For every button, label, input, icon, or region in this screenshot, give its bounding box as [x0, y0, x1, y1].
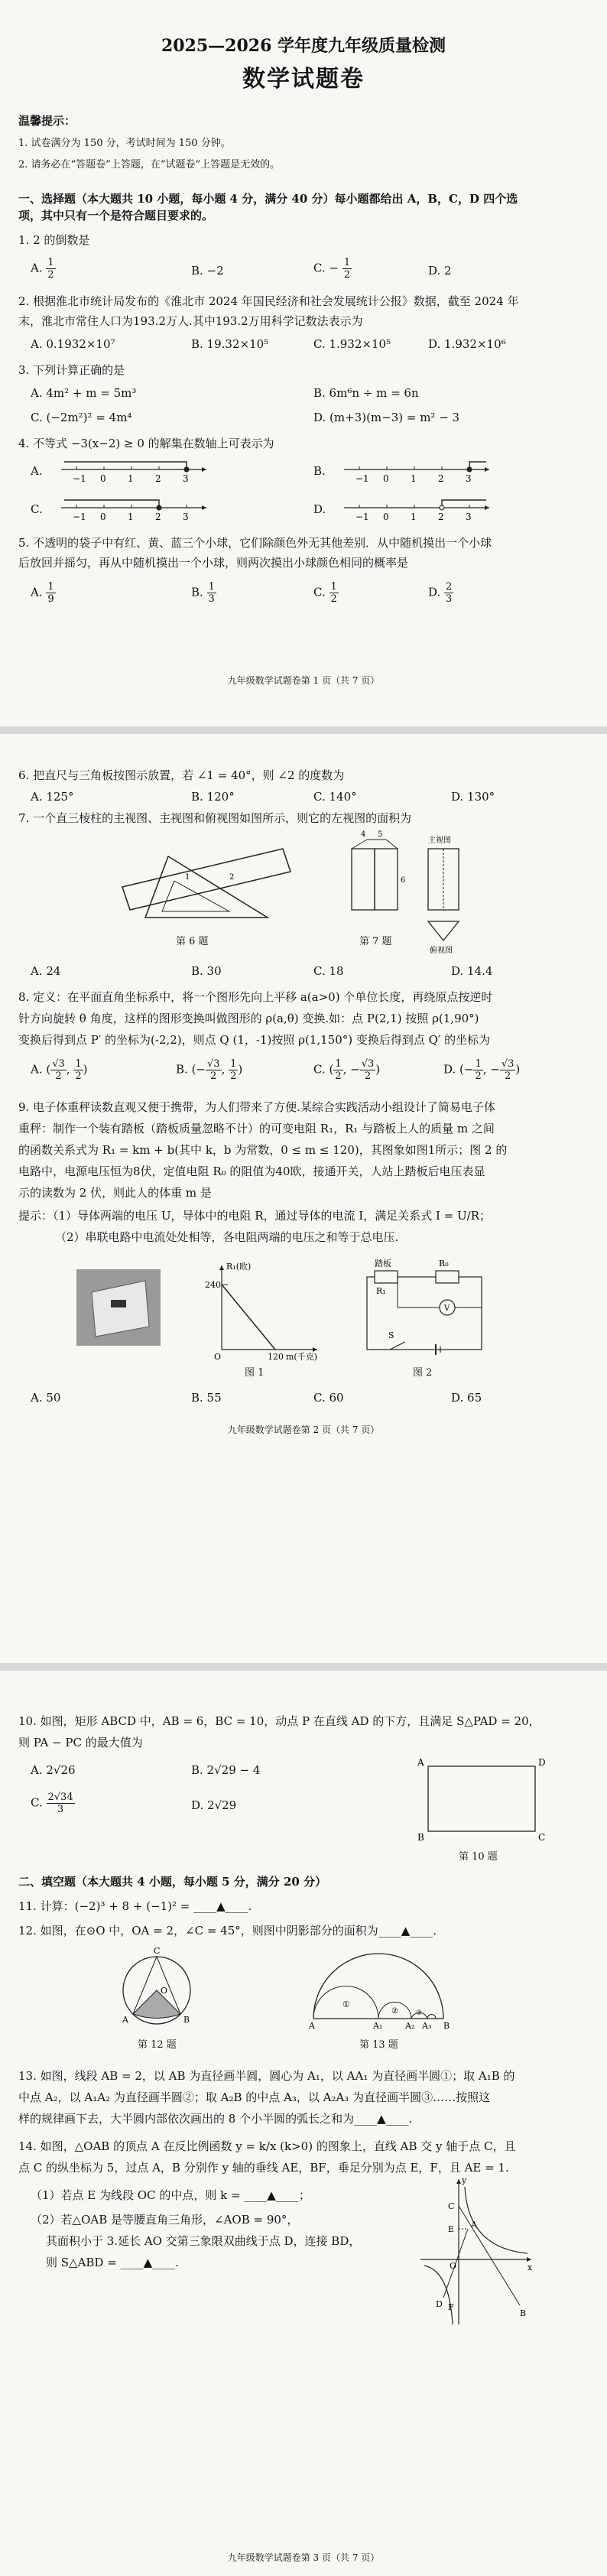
q6-stem: 6. 把直尺与三角板按图示放置，若 ∠1 = 40°，则 ∠2 的度数为 — [18, 768, 345, 782]
svg-text:C: C — [448, 2201, 455, 2211]
q8-stem-2: 针方向旋转 θ 角度，这样的图形变换叫做图形的 ρ(a,θ) 变换.如：点 P(2,1) 按照 ρ(1,90°) — [18, 1012, 479, 1025]
q9-option-b[interactable]: B. 55 — [191, 1391, 222, 1405]
q5-option-a[interactable]: A. $\frac{1}{9}$ — [31, 581, 54, 605]
q2-option-a[interactable]: A. 0.1932×10⁷ — [31, 337, 115, 351]
q6-option-a[interactable]: A. 125° — [31, 790, 74, 804]
section1-heading: 一、选择题（本大题共 10 小题，每小题 4 分，满分 40 分）每小题都给出 A，B，C，D 四个选 — [18, 192, 518, 206]
svg-text:F: F — [448, 2302, 454, 2312]
section1-heading-2: 项，其中只有一个是符合题目要求的。 — [18, 209, 214, 223]
q8-option-d[interactable]: D. (− $\frac{1}{2}$ , − $\frac{√3}{2}$ ) — [443, 1058, 521, 1082]
q9-scale-photo — [76, 1269, 161, 1346]
svg-text:C: C — [154, 1946, 161, 1956]
svg-text:m(千克): m(千克) — [286, 1352, 318, 1362]
svg-text:B: B — [183, 2015, 190, 2025]
q1-stem: 1. 2 的倒数是 — [18, 233, 90, 247]
number-line-tick-label: −1 — [73, 512, 86, 522]
q10-stem-1: 10. 如图，矩形 ABCD 中，AB = 6，BC = 10，动点 P 在直线 AD 的下方，且满足 S△PAD = 20， — [18, 1714, 540, 1728]
exam-title: 数学试题卷 — [242, 66, 365, 93]
q14-part-2: （2）若△OAB 是等腰直角三角形，∠AOB = 90°， — [31, 2213, 299, 2227]
q7-option-a[interactable]: A. 24 — [31, 964, 61, 978]
svg-text:5: 5 — [378, 830, 383, 839]
number-line-tick-label: 1 — [128, 512, 134, 522]
svg-text:1: 1 — [185, 873, 190, 882]
number-line-tick-label: 0 — [383, 473, 389, 484]
q9-figure1-graph — [206, 1262, 321, 1361]
q4-option-a[interactable]: A. — [31, 464, 43, 478]
q8-stem-1: 8. 定义：在平面直角坐标系中，将一个图形先向上平移 a(a>0) 个单位长度，再绕原点按逆时 — [18, 990, 493, 1004]
number-line-tick-label: 2 — [155, 512, 161, 522]
q13-semicircle-figure — [306, 1954, 459, 2030]
svg-text:O: O — [450, 2261, 457, 2271]
q14-part-1: （1）若点 E 为线段 OC 的中点，则 k = ____▲____； — [31, 2188, 310, 2202]
svg-text:B: B — [443, 2021, 450, 2031]
svg-text:V: V — [444, 1304, 450, 1313]
q9-hint-2: （2）串联电路中电流处处相等，各电阻两端的电压之和等于总电压. — [55, 1230, 399, 1244]
q14-hyperbola-figure — [413, 2175, 535, 2328]
q13-caption: 第 13 题 — [359, 2039, 398, 2051]
number-line-tick-label: 2 — [438, 473, 444, 484]
number-line-tick-label: 3 — [466, 512, 472, 522]
svg-text:A₂: A₂ — [405, 2021, 415, 2031]
svg-text:A₃: A₃ — [422, 2021, 432, 2031]
q13-stem-3: 样的规律画下去，大半圆内部依次画出的 8 个小半圆的弧长之和为____▲____. — [18, 2112, 413, 2126]
number-line-tick-label: 1 — [411, 512, 417, 522]
q13-stem-2: 中点 A₂，以 A₁A₂ 为直径画半圆②；取 A₂B 的中点 A₃，以 A₂A₃ 为直径画半圆③……按照这 — [18, 2090, 491, 2104]
q1-option-d[interactable]: D. 2 — [428, 264, 452, 278]
q2-stem-2: 末，淮北市常住人口为193.2万人.其中193.2万用科学记数法表示为 — [18, 314, 363, 328]
q12-stem: 12. 如图，在⊙O 中，OA = 2，∠C = 45°，则图中阴影部分的面积为____▲____. — [18, 1924, 437, 1938]
q14-part-4: 则 S△ABD = ____▲____. — [46, 2256, 179, 2269]
q7-caption: 第 7 题 — [359, 936, 392, 947]
q9-option-c[interactable]: C. 60 — [313, 1391, 344, 1405]
q9-stem-2: 重秤：制作一个装有踏板（踏板质量忽略不计）的可变电阻 R₁，R₁ 与踏板上人的质量 m 之间 — [18, 1122, 495, 1135]
q9-stem-3: 的函数关系式为 R₁ = km + b(其中 k，b 为常数，0 ≤ m ≤ 120)，其图象如图1所示；图 2 的 — [18, 1143, 508, 1157]
q6-figure-ruler-triangle — [115, 833, 298, 925]
tip-2: 2. 请务必在“答题卷”上答题，在“试题卷”上答题是无效的。 — [18, 159, 281, 171]
q8-option-a[interactable]: A. ( $\frac{√3}{2}$ , $\frac{1}{2}$ ) — [31, 1058, 88, 1082]
q7-stem: 7. 一个直三棱柱的主视图、主视图和俯视图如图所示，则它的左视图的面积为 — [18, 811, 412, 825]
q12-caption: 第 12 题 — [138, 2039, 177, 2051]
number-line-tick-label: −1 — [355, 512, 369, 522]
svg-text:R₁: R₁ — [376, 1286, 386, 1296]
svg-text:A: A — [122, 2015, 128, 2025]
number-line-tick-label: 0 — [100, 512, 106, 522]
q6-option-c[interactable]: C. 140° — [313, 790, 357, 804]
svg-text:4: 4 — [361, 830, 366, 839]
tips-heading: 温馨提示： — [18, 114, 76, 128]
number-line-tick-label: 3 — [183, 512, 189, 522]
number-line-tick-label: 3 — [466, 473, 472, 484]
svg-text:B: B — [520, 2308, 527, 2318]
q8-option-c[interactable]: C. ( $\frac{1}{2}$ , − $\frac{√3}{2}$ ) — [313, 1058, 381, 1082]
svg-text:O: O — [214, 1352, 222, 1362]
svg-text:y: y — [462, 2175, 467, 2185]
q2-stem-1: 2. 根据淮北市统计局发布的《淮北市 2024 年国民经济和社会发展统计公报》数据，截至 2024 年 — [18, 294, 519, 308]
number-line-tick-label: 0 — [383, 512, 389, 522]
q11-stem: 11. 计算：(−2)³ + 8 + (−1)² = ____▲____. — [18, 1899, 252, 1913]
q1-option-a[interactable]: A. $\frac{1}{2}$ — [31, 257, 54, 281]
svg-text:A: A — [417, 1757, 424, 1768]
number-line-tick-label: 0 — [100, 473, 106, 484]
q10-option-d[interactable]: D. 2√29 — [191, 1798, 237, 1812]
number-line-tick-label: 3 — [183, 473, 189, 484]
q8-stem-3: 变换后得到点 P′ 的坐标为(-2,2)，则点 Q (1，-1)按照 ρ(1,150°) 变换后得到点 Q′ 的坐标为 — [18, 1033, 491, 1047]
svg-text:2: 2 — [229, 873, 235, 882]
number-line-tick-label: 2 — [155, 473, 161, 484]
number-line-c — [54, 495, 214, 526]
svg-text:O: O — [161, 1986, 168, 1996]
svg-text:A: A — [309, 2021, 315, 2031]
page-footer-1: 九年级数学试题卷第 1 页（共 7 页） — [227, 675, 380, 686]
q14-part-3: 其面积小于 3.延长 AO 交第三象限双曲线于点 D，连接 BD， — [46, 2234, 361, 2248]
q1-option-b[interactable]: B. −2 — [191, 264, 224, 278]
q3-stem: 3. 下列计算正确的是 — [18, 363, 125, 377]
tip-1: 1. 试卷满分为 150 分，考试时间为 150 分钟。 — [18, 138, 231, 149]
q7-option-b[interactable]: B. 30 — [191, 964, 222, 978]
number-line-b — [336, 457, 497, 488]
q6-option-b[interactable]: B. 120° — [191, 790, 235, 804]
q10-stem-2: 则 PA − PC 的最大值为 — [18, 1736, 143, 1749]
svg-text:踏板: 踏板 — [375, 1259, 391, 1269]
svg-text:D: D — [538, 1757, 546, 1768]
svg-text:A: A — [471, 2220, 477, 2230]
svg-text:①: ① — [342, 1999, 350, 2009]
svg-text:A₁: A₁ — [373, 2021, 383, 2031]
q9-figure2-circuit — [359, 1259, 489, 1361]
q14-stem-2: 点 C 的纵坐标为 5，过点 A，B 分别作 y 轴的垂线 AE，BF，垂足分别为点 E，F，且 AE = 1. — [18, 2161, 509, 2175]
page-footer-3: 九年级数学试题卷第 3 页（共 7 页） — [227, 2552, 380, 2563]
q9-stem-1: 9. 电子体重秤读数直观又便于携带，为人们带来了方便.某综合实践活动小组设计了简易电子体 — [18, 1100, 495, 1114]
number-line-tick-label: 2 — [438, 512, 444, 522]
q9-hint-1: 提示：（1）导体两端的电压 U，导体中的电阻 R，通过导体的电流 I，满足关系式 I = U/R； — [18, 1209, 491, 1223]
svg-text:俯视图: 俯视图 — [430, 947, 453, 955]
svg-text:120: 120 — [268, 1352, 284, 1362]
q10-option-b[interactable]: B. 2√29 − 4 — [191, 1763, 261, 1777]
svg-text:③: ③ — [416, 2009, 423, 2017]
q4-stem: 4. 不等式 −3(x−2) ≥ 0 的解集在数轴上可表示为 — [18, 437, 274, 450]
q9-stem-4: 电路中，电源电压恒为8伏，定值电阻 R₀ 的阻值为40欧，接通开关，人站上踏板后电压表显 — [18, 1165, 485, 1178]
q2-option-b[interactable]: B. 19.32×10⁵ — [191, 337, 269, 351]
q14-stem-1: 14. 如图，△OAB 的顶点 A 在反比例函数 y = k/x (k>0) 的图象上，直线 AB 交 y 轴于点 C，且 — [18, 2139, 516, 2153]
svg-text:D: D — [436, 2299, 443, 2309]
q3-option-b[interactable]: B. 6m⁶n ÷ m = 6n — [313, 386, 419, 400]
number-line-tick-label: −1 — [73, 473, 86, 484]
q1-option-c[interactable]: C. − $\frac{1}{2}$ — [313, 257, 351, 281]
q10-caption: 第 10 题 — [459, 1851, 498, 1863]
exam-page-1 — [0, 0, 607, 726]
number-line-tick-label: −1 — [355, 473, 369, 484]
q13-stem-1: 13. 如图，线段 AB = 2，以 AB 为直径画半圆，圆心为 A₁，以 AA₁ 为直径画半圆①；取 A₁B 的 — [18, 2069, 515, 2083]
q9-stem-5: 示的读数为 2 伏，则此人的体重 m 是 — [18, 1186, 212, 1200]
q9-fig2-caption: 图 2 — [413, 1367, 433, 1379]
q4-option-b[interactable]: B. — [313, 464, 326, 478]
number-line-tick-label: 1 — [411, 473, 417, 484]
section2-heading: 二、填空题（本大题共 4 小题，每小题 5 分，满分 20 分） — [18, 1875, 327, 1889]
q6-option-d[interactable]: D. 130° — [451, 790, 495, 804]
svg-text:R₁(欧): R₁(欧) — [226, 1262, 252, 1272]
exam-year-title: 2025—2026 学年度九年级质量检测 — [161, 36, 446, 56]
svg-text:240: 240 — [205, 1280, 221, 1290]
q5-option-c[interactable]: C. $\frac{1}{2}$ — [313, 581, 337, 605]
svg-text:6: 6 — [401, 876, 406, 885]
number-line-tick-label: 1 — [128, 473, 134, 484]
q7-option-c[interactable]: C. 18 — [313, 964, 344, 978]
q3-option-c[interactable]: C. (−2m²)² = 4m⁴ — [31, 411, 132, 424]
page-footer-2: 九年级数学试题卷第 2 页（共 7 页） — [227, 1424, 380, 1435]
q8-option-b[interactable]: B. (− $\frac{√3}{2}$ , $\frac{1}{2}$ ) — [176, 1058, 243, 1082]
q12-circle-figure — [115, 1946, 199, 2030]
q2-option-c[interactable]: C. 1.932×10⁵ — [313, 337, 391, 351]
q3-option-d[interactable]: D. (m+3)(m−3) = m² − 3 — [313, 411, 460, 424]
q10-option-a[interactable]: A. 2√26 — [31, 1763, 76, 1777]
svg-text:S: S — [388, 1330, 394, 1340]
q3-option-a[interactable]: A. 4m² + m = 5m³ — [31, 386, 137, 400]
q5-stem-1: 5. 不透明的袋子中有红、黄、蓝三个小球，它们除颜色外无其他差别．从中随机摸出一个小球 — [18, 536, 492, 550]
svg-text:R₀: R₀ — [439, 1259, 449, 1269]
q10-rectangle-figure — [413, 1755, 550, 1847]
svg-text:C: C — [538, 1832, 546, 1843]
q7-option-d[interactable]: D. 14.4 — [451, 964, 493, 978]
svg-text:x: x — [527, 2263, 533, 2272]
q6-caption: 第 6 题 — [176, 936, 209, 947]
exam-page-3 — [0, 1671, 607, 2576]
svg-text:②: ② — [391, 2007, 398, 2016]
svg-text:E: E — [448, 2224, 455, 2234]
q9-option-d[interactable]: D. 65 — [451, 1391, 482, 1405]
q10-option-c[interactable]: C. $\frac{2√34}{3}$ — [31, 1792, 73, 1815]
q5-option-d[interactable]: D. $\frac{2}{3}$ — [428, 581, 453, 605]
q2-option-d[interactable]: D. 1.932×10⁶ — [428, 337, 506, 351]
q5-stem-2: 后放回并摇匀，再从中随机摸出一个小球，则两次摸出小球颜色相同的概率是 — [18, 556, 409, 570]
svg-text:主视图: 主视图 — [428, 836, 451, 845]
q9-fig1-caption: 图 1 — [245, 1367, 265, 1379]
exam-page-2 — [0, 734, 607, 1663]
q4-option-c[interactable]: C. — [31, 502, 43, 516]
number-line-a — [54, 457, 214, 488]
q5-option-b[interactable]: B. $\frac{1}{3}$ — [191, 581, 215, 605]
q4-option-d[interactable]: D. — [313, 502, 326, 516]
svg-text:B: B — [417, 1832, 424, 1843]
number-line-d — [336, 495, 497, 526]
q9-option-a[interactable]: A. 50 — [31, 1391, 61, 1405]
